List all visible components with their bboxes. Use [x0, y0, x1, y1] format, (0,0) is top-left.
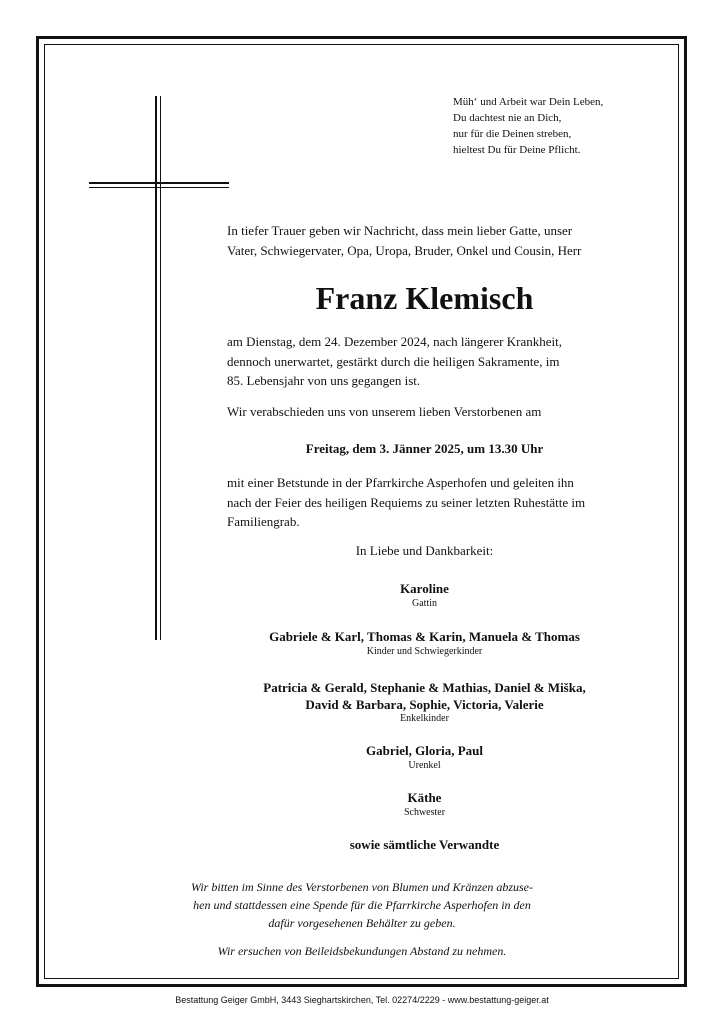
death-notice [227, 332, 622, 391]
ceremony-details [227, 473, 622, 532]
funeral-home-footer: Bestattung Geiger GmbH, 3443 Sieghartskirchen, Tel. 02274/2229 - www.bestattung-geiger.at [175, 995, 549, 1005]
poem-line: hieltest Du für Deine Pflicht. [453, 144, 581, 156]
donation-request [120, 878, 604, 932]
mourner-names: Patricia & Gerald, Stephanie & Mathias, Daniel & Miška, [263, 680, 586, 695]
mourner-names: Gabriele & Karl, Thomas & Karin, Manuela & Thomas [269, 629, 580, 644]
cross-horizontal-bar-thin [89, 187, 229, 188]
request-line: dafür vorgesehenen Behälter zu geben. [268, 916, 456, 930]
death-notice-line: am Dienstag, dem 24. Dezember 2024, nach längerer Krankheit, [227, 334, 562, 349]
poem-line: Müh‘ und Arbeit war Dein Leben, [453, 96, 604, 108]
mourner-relation: Gattin [412, 598, 437, 609]
death-notice-line: 85. Lebensjahr von uns gegangen ist. [227, 373, 421, 388]
cross-horizontal-bar [89, 182, 229, 184]
mourner-relation: Urenkel [408, 760, 441, 771]
cross-vertical-bar-thin [160, 96, 161, 640]
ceremony-line: Familiengrab. [227, 514, 300, 529]
cross-vertical-bar [155, 96, 157, 640]
funeral-date: Freitag, dem 3. Jänner 2025, um 13.30 Uhr [305, 441, 544, 456]
intro-line: In tiefer Trauer geben wir Nachricht, dass mein lieber Gatte, unser [227, 223, 573, 238]
poem-line: nur für die Deinen streben, [453, 128, 572, 140]
farewell-intro [227, 402, 622, 422]
condolence-note-text: Wir ersuchen von Beileidsbekundungen Abstand zu nehmen. [217, 944, 507, 958]
deceased-name: Franz Klemisch [315, 280, 534, 316]
poem-line: Du dachtest nie an Dich, [453, 112, 562, 124]
relatives-line: sowie sämtliche Verwandte [349, 837, 500, 852]
request-line: Wir bitten im Sinne des Verstorbenen von Blumen und Kränzen abzuse- [191, 880, 533, 894]
farewell-intro-text: Wir verabschieden uns von unserem lieben Verstorbenen am [227, 404, 542, 419]
mourner-names: Karoline [400, 581, 449, 596]
gratitude-line: In Liebe und Dankbarkeit: [355, 543, 494, 558]
mourner-relation: Enkelkinder [400, 713, 449, 724]
memorial-poem [453, 94, 603, 158]
condolence-note [120, 942, 604, 960]
death-notice-line: dennoch unerwartet, gestärkt durch die heiligen Sakramente, im [227, 353, 560, 369]
request-line: hen und stattdessen eine Spende für die Pfarrkirche Asperhofen in den [193, 898, 531, 912]
intro-line: Vater, Schwiegervater, Opa, Uropa, Bruder, Onkel und Cousin, Herr [227, 243, 582, 258]
mourner-relation: Schwester [403, 807, 446, 818]
mourner-relation: Kinder und Schwiegerkinder [366, 646, 483, 657]
mourner-names: David & Barbara, Sophie, Victoria, Valerie [305, 697, 544, 712]
mourner-names: Käthe [407, 790, 442, 805]
announcement-intro [227, 221, 622, 261]
ceremony-line: nach der Feier des heiligen Requiems zu seiner letzten Ruhestätte im [227, 494, 586, 510]
mourner-names: Gabriel, Gloria, Paul [366, 743, 483, 758]
ceremony-line: mit einer Betstunde in der Pfarrkirche Asperhofen und geleiten ihn [227, 475, 574, 490]
